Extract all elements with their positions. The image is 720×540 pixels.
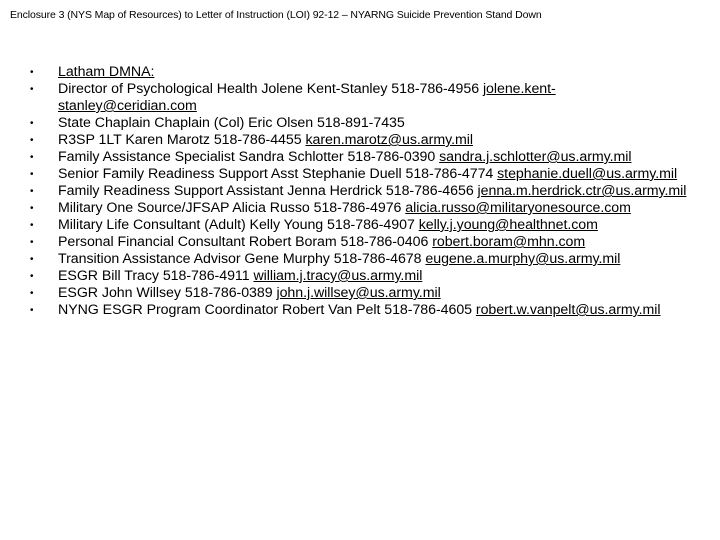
- contact-text: Senior Family Readiness Support Asst Stephanie Duell 518-786-4774: [58, 166, 498, 182]
- email-link[interactable]: robert.boram@mhn.com: [432, 234, 586, 250]
- contact-text: Military Life Consultant (Adult) Kelly Young 518-786-4907: [58, 217, 419, 233]
- bullet: •: [30, 237, 34, 248]
- list-item: [30, 251, 690, 268]
- bullet: •: [30, 84, 34, 95]
- email-link[interactable]: karen.marotz@us.army.mil: [305, 132, 473, 148]
- contact-text: Family Assistance Specialist Sandra Schlotter 518-786-0390: [58, 149, 440, 165]
- location-heading: Latham DMNA:: [58, 64, 155, 80]
- list-item: [30, 149, 690, 166]
- email-link[interactable]: jenna.m.herdrick.ctr@us.army.mil: [477, 183, 687, 199]
- contact-text: Transition Assistance Advisor Gene Murphy 518-786-4678: [58, 251, 426, 267]
- list-item: [30, 166, 690, 183]
- list-item: [30, 285, 690, 302]
- bullet: •: [30, 271, 34, 282]
- email-link[interactable]: robert.w.vanpelt@us.army.mil: [475, 302, 661, 318]
- bullet: •: [30, 288, 34, 299]
- email-link[interactable]: alicia.russo@militaryonesource.com: [405, 200, 631, 216]
- contact-text: Military One Source/JFSAP Alicia Russo 518-786-4976: [58, 200, 406, 216]
- bullet: •: [30, 118, 34, 129]
- bullet: •: [30, 67, 34, 78]
- email-link[interactable]: stephanie.duell@us.army.mil: [497, 166, 678, 182]
- email-link[interactable]: jolene.kent-stanley@ceridian.com: [58, 81, 556, 114]
- bullet: •: [30, 152, 34, 163]
- contact-text: R3SP 1LT Karen Marotz 518-786-4455: [58, 132, 306, 148]
- contact-text: ESGR John Willsey 518-786-0389: [58, 285, 277, 301]
- contact-text: Family Readiness Support Assistant Jenna Herdrick 518-786-4656: [58, 183, 478, 199]
- email-link[interactable]: eugene.a.murphy@us.army.mil: [425, 251, 621, 267]
- list-item: [30, 81, 690, 115]
- email-link[interactable]: william.j.tracy@us.army.mil: [253, 268, 423, 284]
- resource-list: [30, 64, 690, 319]
- list-item: [30, 302, 690, 319]
- email-link[interactable]: john.j.willsey@us.army.mil: [276, 285, 441, 301]
- bullet: •: [30, 220, 34, 231]
- bullet: •: [30, 254, 34, 265]
- contact-text: NYNG ESGR Program Coordinator Robert Van Pelt 518-786-4605: [58, 302, 476, 318]
- list-item: [30, 115, 690, 132]
- list-item: [30, 183, 690, 200]
- list-item: [30, 268, 690, 285]
- bullet: •: [30, 186, 34, 197]
- bullet: •: [30, 169, 34, 180]
- bullet: •: [30, 135, 34, 146]
- contact-text: Personal Financial Consultant Robert Boram 518-786-0406: [58, 234, 433, 250]
- bullet: •: [30, 305, 34, 316]
- bullet: •: [30, 203, 34, 214]
- list-item: [30, 132, 690, 149]
- contact-text: ESGR Bill Tracy 518-786-4911: [58, 268, 254, 284]
- contact-text: Director of Psychological Health Jolene Kent-Stanley 518-786-4956: [58, 81, 483, 97]
- page-header: Enclosure 3 (NYS Map of Resources) to Letter of Instruction (LOI) 92-12 – NYARNG Suicide Prevention Stand Down: [10, 9, 542, 21]
- list-item: [30, 217, 690, 234]
- email-link[interactable]: kelly.j.young@healthnet.com: [418, 217, 598, 233]
- email-link[interactable]: sandra.j.schlotter@us.army.mil: [439, 149, 632, 165]
- list-item: [30, 234, 690, 251]
- list-item: [30, 200, 690, 217]
- list-item: [30, 64, 690, 81]
- contact-text: State Chaplain Chaplain (Col) Eric Olsen 518-891-7435: [58, 115, 405, 131]
